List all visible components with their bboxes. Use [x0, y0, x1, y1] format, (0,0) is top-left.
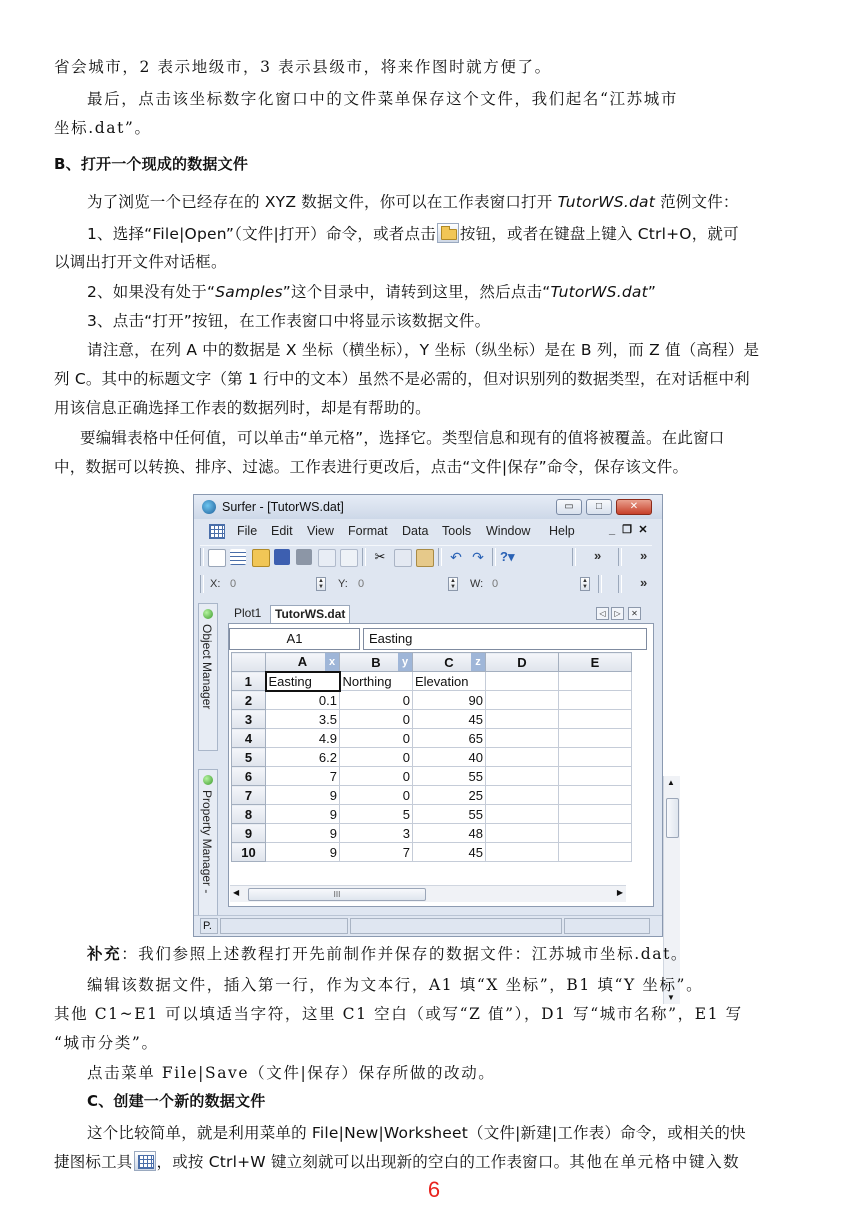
standard-toolbar: [200, 545, 652, 568]
object-manager-tab[interactable]: [198, 603, 218, 751]
paragraph-line: [54, 1151, 816, 1172]
cell-a[interactable]: Easting: [266, 672, 340, 691]
import-icon[interactable]: [318, 549, 336, 567]
cell-value-box[interactable]: Easting: [363, 628, 647, 650]
side-panel: [198, 603, 220, 921]
paragraph-line: 要编辑表格中任何值，可以单击“单元格”，选择它。类型信息和现有的值将被覆盖。在此窗口: [80, 429, 725, 447]
cell-a[interactable]: 3.5: [266, 710, 340, 729]
table-row: [232, 824, 632, 843]
surfer-app-icon: [202, 500, 216, 514]
row-header[interactable]: 1: [232, 672, 266, 691]
tab-close-icon[interactable]: ✕: [628, 607, 641, 620]
undo-icon[interactable]: ↶: [450, 549, 462, 565]
w-spinner[interactable]: ▲ ▼: [580, 577, 590, 591]
table-row: [232, 767, 632, 786]
tab-plot1[interactable]: Plot1: [234, 606, 262, 620]
cell-e[interactable]: [559, 710, 632, 729]
horizontal-scrollbar[interactable]: [230, 885, 626, 902]
text-run: ：我们参照上述教程打开先前制作并保存的数据文件：江苏城市坐标.dat。: [121, 945, 689, 963]
paragraph-line: 坐标.dat”。: [54, 119, 152, 137]
row-header[interactable]: 6: [232, 767, 266, 786]
cell-b[interactable]: 7: [340, 843, 413, 862]
cell-e[interactable]: [559, 691, 632, 710]
cell-e[interactable]: [559, 786, 632, 805]
close-button[interactable]: ✕: [616, 499, 652, 515]
cell-e[interactable]: [559, 767, 632, 786]
paragraph-line: 中，数据可以转换、排序、过滤。工作表进行更改后，点击“文件|保存”命令，保存该文件。: [54, 458, 689, 476]
paragraph-line: “城市分类”。: [54, 1034, 159, 1052]
cell-c[interactable]: 45: [413, 710, 486, 729]
paragraph-line: 请注意，在列 A 中的数据是 X 坐标（横坐标），Y 坐标（纵坐标）是在 B 列，而 Z 值（高程）是: [87, 341, 760, 359]
paragraph-line: 3、点击“打开”按钮，在工作表窗口中将显示该数据文件。: [87, 312, 491, 330]
paragraph-line: [54, 223, 816, 244]
toolbar-separator: [492, 548, 496, 566]
paragraph-line: [54, 192, 816, 212]
menu-tools[interactable]: Tools: [442, 524, 472, 538]
cell-reference-box[interactable]: A1: [229, 628, 360, 650]
column-flag: x: [325, 653, 339, 671]
row-header[interactable]: 8: [232, 805, 266, 824]
toolbar-separator: [572, 548, 576, 566]
y-label: Y:: [338, 578, 348, 590]
text-run: 为了浏览一个已经存在的 XYZ 数据文件，你可以在工作表窗口打开: [87, 193, 558, 211]
cell-c[interactable]: 40: [413, 748, 486, 767]
new-worksheet-icon[interactable]: [230, 549, 246, 565]
status-cell: [220, 918, 348, 934]
cell-a[interactable]: 9: [266, 805, 340, 824]
cell-e[interactable]: [559, 748, 632, 767]
cell-c[interactable]: 65: [413, 729, 486, 748]
menu-data[interactable]: Data: [402, 524, 429, 538]
cell-d[interactable]: [486, 691, 559, 710]
w-label: W:: [470, 578, 484, 590]
paste-icon[interactable]: [416, 549, 434, 567]
tab-tutorws[interactable]: TutorWS.dat: [270, 605, 350, 623]
column-header-e[interactable]: E: [559, 653, 632, 672]
cell-c[interactable]: 48: [413, 824, 486, 843]
paragraph-line: 编辑该数据文件，插入第一行，作为文本行，A1 填“X 坐标”，B1 填“Y 坐标”。: [87, 976, 704, 994]
paragraph-line: 其他 C1~E1 可以填适当字符，这里 C1 空白（或写“Z 值”），D1 写“城市名称”，E1 写: [54, 1005, 743, 1023]
table-row: [232, 786, 632, 805]
cell-c[interactable]: Elevation: [413, 672, 486, 691]
status-dot-icon: [203, 775, 213, 785]
tab-next-icon[interactable]: ▷: [611, 607, 624, 620]
paragraph-line: [54, 282, 816, 302]
document-tabs: [228, 603, 654, 623]
vertical-scroll-thumb[interactable]: [666, 798, 679, 838]
cell-c[interactable]: 55: [413, 767, 486, 786]
paragraph-line: 最后，点击该坐标数字化窗口中的文件菜单保存这个文件，我们起名“江苏城市: [87, 90, 678, 108]
toolbar-separator: [598, 575, 602, 593]
text-run-italic: TutorWS.dat: [550, 283, 648, 301]
menu-help[interactable]: Help: [549, 524, 575, 538]
corner-cell[interactable]: [232, 653, 266, 672]
cell-a[interactable]: 9: [266, 786, 340, 805]
open-icon[interactable]: [252, 549, 270, 567]
row-header[interactable]: 9: [232, 824, 266, 843]
minimize-button[interactable]: ▭: [556, 499, 582, 515]
cell-c[interactable]: 25: [413, 786, 486, 805]
toolbar-overflow-icon[interactable]: »: [640, 548, 648, 563]
section-heading-c: C、创建一个新的数据文件: [87, 1092, 266, 1110]
cell-b[interactable]: Northing: [340, 672, 413, 691]
mdi-restore-icon[interactable]: ❐: [622, 524, 632, 536]
text-run-italic: Samples: [215, 283, 283, 301]
cell-a[interactable]: 0.1: [266, 691, 340, 710]
status-cell: [564, 918, 650, 934]
cell-d[interactable]: [486, 786, 559, 805]
toolbar-separator: [618, 575, 622, 593]
title-bar: [194, 495, 662, 519]
scroll-left-icon[interactable]: ◀: [233, 888, 240, 897]
redo-icon[interactable]: ↷: [472, 549, 484, 565]
column-header-c[interactable]: [413, 653, 486, 672]
menu-window[interactable]: Window: [486, 524, 531, 538]
menu-view[interactable]: View: [307, 524, 334, 538]
cell-c[interactable]: 90: [413, 691, 486, 710]
worksheet-doc-icon: [209, 524, 225, 539]
cell-b[interactable]: 0: [340, 710, 413, 729]
toolbar-overflow-icon[interactable]: »: [640, 575, 648, 590]
new-worksheet-icon: [134, 1151, 156, 1171]
row-header[interactable]: 2: [232, 691, 266, 710]
window-title: Surfer - [TutorWS.dat]: [222, 500, 344, 514]
new-icon[interactable]: [208, 549, 226, 567]
cell-d[interactable]: [486, 824, 559, 843]
horizontal-scroll-thumb[interactable]: III: [248, 888, 426, 901]
table-row: [232, 710, 632, 729]
mdi-close-icon[interactable]: ✕: [638, 524, 648, 536]
menu-format[interactable]: Format: [348, 524, 388, 538]
cell-d[interactable]: [486, 805, 559, 824]
x-field[interactable]: 0: [230, 578, 237, 590]
cell-e[interactable]: [559, 729, 632, 748]
row-header[interactable]: 10: [232, 843, 266, 862]
copy-icon[interactable]: [394, 549, 412, 567]
y-spinner[interactable]: ▲ ▼: [448, 577, 458, 591]
column-letter: A: [297, 654, 308, 670]
scroll-right-icon[interactable]: ▶: [616, 888, 623, 897]
text-run: 其他在单元格中键入数: [569, 1153, 741, 1171]
status-dot-icon: [203, 609, 213, 619]
text-run: ”: [647, 283, 657, 301]
status-bar: [194, 915, 662, 936]
row-header[interactable]: 4: [232, 729, 266, 748]
cell-a[interactable]: 6.2: [266, 748, 340, 767]
status-cell: [350, 918, 562, 934]
paragraph-line: 点击菜单 File|Save（文件|保存）保存所做的改动。: [87, 1064, 496, 1082]
cell-b[interactable]: 5: [340, 805, 413, 824]
paragraph-line: 省会城市，2 表示地级市，3 表示县级市，将来作图时就方便了。: [54, 58, 552, 76]
cell-e[interactable]: [559, 843, 632, 862]
w-field[interactable]: 0: [492, 578, 499, 590]
cell-d[interactable]: [486, 729, 559, 748]
cell-d[interactable]: [486, 710, 559, 729]
print-icon[interactable]: [296, 549, 312, 565]
paragraph-line: [54, 944, 816, 964]
toolbar-separator: [362, 548, 366, 566]
worksheet-grid: [231, 652, 632, 862]
menu-bar: [194, 521, 662, 541]
cell-e[interactable]: [559, 805, 632, 824]
cell-b[interactable]: 0: [340, 729, 413, 748]
menu-edit[interactable]: Edit: [271, 524, 293, 538]
text-run: 范例文件：: [654, 193, 739, 211]
scroll-up-icon[interactable]: ▲: [667, 778, 675, 787]
status-cell: P.: [200, 918, 218, 934]
cell-a[interactable]: 9: [266, 824, 340, 843]
column-header-d[interactable]: D: [486, 653, 559, 672]
cell-b[interactable]: 0: [340, 691, 413, 710]
cell-b[interactable]: 3: [340, 824, 413, 843]
table-row: [232, 729, 632, 748]
cell-e[interactable]: [559, 672, 632, 691]
toolbar-grip: [200, 548, 204, 566]
maximize-button[interactable]: □: [586, 499, 612, 515]
object-manager-label: Object Manager: [200, 624, 214, 710]
menu-file[interactable]: File: [237, 524, 258, 538]
cell-a[interactable]: 9: [266, 843, 340, 862]
column-flag: z: [471, 653, 485, 671]
tab-prev-icon[interactable]: ◁: [596, 607, 609, 620]
row-header[interactable]: 7: [232, 786, 266, 805]
text-run: ”这个目录中，请转到这里，然后点击“: [282, 283, 551, 301]
text-run: 捷图标工具: [54, 1153, 133, 1171]
print-preview-icon[interactable]: [340, 549, 358, 567]
cell-b[interactable]: 0: [340, 748, 413, 767]
paragraph-line: 以调出打开文件对话框。: [54, 253, 227, 271]
position-toolbar: [200, 573, 652, 595]
x-spinner[interactable]: ▲ ▼: [316, 577, 326, 591]
page-number: 6: [427, 1177, 441, 1202]
column-letter: C: [444, 654, 454, 670]
paragraph-line: 这个比较简单，就是利用菜单的 File|New|Worksheet（文件|新建|工作表）命令，或相关的快: [87, 1124, 746, 1142]
cell-a[interactable]: 7: [266, 767, 340, 786]
table-row: [232, 843, 632, 862]
property-manager-tab[interactable]: [198, 769, 218, 921]
x-label: X:: [210, 578, 221, 590]
context-help-icon[interactable]: ?▾: [500, 549, 515, 564]
column-header-b[interactable]: [340, 653, 413, 672]
text-run-italic: TutorWS.dat: [557, 193, 655, 211]
save-icon[interactable]: [274, 549, 290, 565]
column-flag: y: [398, 653, 412, 671]
table-row: [232, 691, 632, 710]
cut-icon[interactable]: ✂: [374, 549, 386, 564]
cell-d[interactable]: [486, 672, 559, 691]
toolbar-grip: [200, 575, 204, 593]
paragraph-line: 用该信息正确选择工作表的数据列时，却是有帮助的。: [54, 399, 431, 417]
cell-e[interactable]: [559, 824, 632, 843]
text-run: 2、如果没有处于“: [87, 283, 216, 301]
mdi-minimize-icon[interactable]: _: [608, 524, 616, 536]
open-folder-icon: [437, 223, 459, 243]
scroll-down-icon[interactable]: ▼: [667, 993, 675, 1002]
paragraph-line: 列 C。其中的标题文字（第 1 行中的文本）虽然不是必需的，但对识别列的数据类型，在对话框中利: [54, 370, 750, 388]
table-row: [232, 805, 632, 824]
cell-c[interactable]: 45: [413, 843, 486, 862]
row-header[interactable]: 5: [232, 748, 266, 767]
table-row: [232, 672, 632, 691]
column-letter: B: [371, 654, 381, 670]
cell-c[interactable]: 55: [413, 805, 486, 824]
section-heading-b: B、打开一个现成的数据文件: [54, 155, 249, 173]
text-run: 按钮，或者在键盘上键入 Ctrl+O，就可: [459, 225, 739, 243]
cell-d[interactable]: [486, 748, 559, 767]
vertical-scrollbar[interactable]: [663, 776, 680, 1004]
toolbar-overflow-icon[interactable]: »: [594, 548, 602, 563]
text-run: ，或按 Ctrl+W 键立刻就可以出现新的空白的工作表窗口。: [156, 1153, 570, 1171]
y-field[interactable]: 0: [358, 578, 365, 590]
row-header[interactable]: 3: [232, 710, 266, 729]
text-run: 1、选择“File|Open”（文件|打开）命令，或者点击: [87, 225, 436, 243]
column-header-a[interactable]: [266, 653, 340, 672]
cell-a[interactable]: 4.9: [266, 729, 340, 748]
text-run-bold: 补充: [87, 944, 122, 963]
cell-b[interactable]: 0: [340, 786, 413, 805]
toolbar-separator: [618, 548, 622, 566]
toolbar-separator: [438, 548, 442, 566]
property-manager-label: Property Manager -: [200, 790, 214, 894]
table-row: [232, 748, 632, 767]
cell-d[interactable]: [486, 767, 559, 786]
cell-b[interactable]: 0: [340, 767, 413, 786]
cell-d[interactable]: [486, 843, 559, 862]
